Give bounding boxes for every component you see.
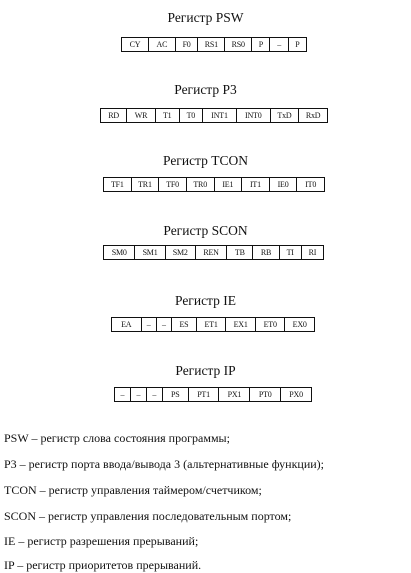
register-title: Регистр TCON — [162, 153, 248, 168]
register-title: Регистр PSW — [167, 10, 244, 25]
bit-cell: EX1 — [226, 318, 256, 331]
bit-cell: – — [157, 318, 172, 331]
bit-cell: TI — [280, 246, 302, 259]
legend — [4, 430, 409, 570]
legend-item-ie: IE – регистр разрешения прерываний; — [4, 534, 199, 548]
bit-cell: – — [115, 388, 131, 401]
bit-cell: TxD — [271, 109, 300, 122]
bit-cell: – — [131, 388, 147, 401]
legend-item-tcon: TCON – регистр управления таймером/счетчиком; — [4, 483, 262, 497]
bit-table — [103, 177, 325, 192]
bit-cell: F0 — [176, 38, 199, 51]
bit-cell: TF1 — [104, 178, 132, 191]
bit-cell: RxD — [305, 111, 321, 120]
bit-cell: RI — [308, 248, 317, 257]
bit-cell: IE0 — [270, 178, 298, 191]
bit-cell: T1 — [156, 109, 180, 122]
bit-cell: REN — [196, 246, 227, 259]
bit-cell: SM0 — [104, 246, 135, 259]
bit-cell: EA — [112, 318, 142, 331]
bit-cell: IT1 — [242, 178, 270, 191]
bit-cell: PS — [163, 388, 189, 401]
bit-cell: WR — [127, 109, 156, 122]
bit-cell: ES — [172, 318, 197, 331]
bit-cell: INT1 — [203, 109, 237, 122]
bit-cell: ET0 — [256, 318, 286, 331]
bit-cell: TR0 — [187, 178, 215, 191]
bit-cell: RS0 — [225, 38, 252, 51]
bit-table — [100, 108, 328, 123]
bit-cell: PT0 — [250, 388, 281, 401]
bit-cell: RS1 — [198, 38, 225, 51]
bit-cell: SM2 — [166, 246, 196, 259]
legend-item-scon: SCON – регистр управления последовательным портом; — [4, 509, 292, 523]
bit-cell: RD — [101, 109, 127, 122]
register-title: Регистр SCON — [163, 223, 248, 238]
bit-cell: – — [147, 388, 163, 401]
bit-table — [103, 245, 324, 260]
register-title: Регистр IP — [175, 363, 236, 378]
bit-cell: P — [295, 40, 300, 49]
register-title: Регистр P3 — [174, 82, 237, 97]
bit-cell: TR1 — [132, 178, 160, 191]
bit-cell: AC — [149, 38, 176, 51]
bit-cell: TB — [227, 246, 253, 259]
bit-cell: CY — [122, 38, 149, 51]
bit-cell: PT1 — [189, 388, 220, 401]
bit-cell: ET1 — [197, 318, 227, 331]
bit-cell: T0 — [180, 109, 204, 122]
register-title: Регистр IE — [174, 293, 236, 308]
bit-cell: TF0 — [159, 178, 187, 191]
bit-cell: IT0 — [305, 180, 317, 189]
bit-table — [111, 317, 315, 332]
bit-cell: PX0 — [289, 390, 303, 399]
bit-cell: SM1 — [135, 246, 165, 259]
bit-table — [121, 37, 307, 52]
bit-cell: RB — [253, 246, 279, 259]
bit-cell: INT0 — [237, 109, 271, 122]
bit-cell: IE1 — [215, 178, 243, 191]
legend-item-ip: IP – регистр приоритетов прерываний. — [4, 558, 202, 572]
legend-item-psw: PSW – регистр слова состояния программы; — [4, 431, 230, 445]
legend-item-p3: P3 – регистр порта ввода/вывода 3 (альтернативные функции); — [4, 457, 325, 471]
bit-cell: – — [270, 38, 288, 51]
bit-cell: P — [252, 38, 270, 51]
bit-table — [114, 387, 312, 402]
bit-cell: – — [142, 318, 157, 331]
bit-cell: PX1 — [219, 388, 250, 401]
bit-cell: EX0 — [292, 320, 307, 329]
